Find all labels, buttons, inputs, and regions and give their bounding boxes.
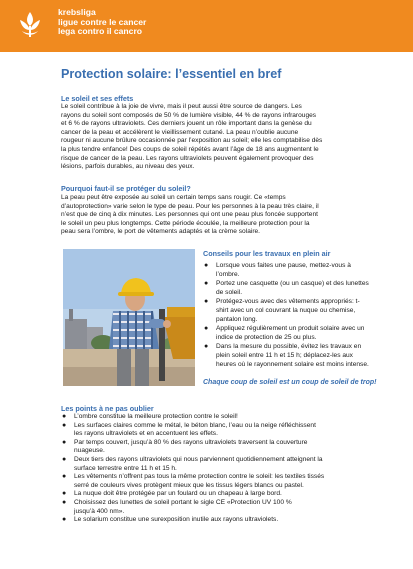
list-item-text: Deux tiers des rayons ultraviolets qui nous parviennent quotidiennement atteignent la <box>74 455 323 463</box>
bullet-icon: ● <box>204 280 209 288</box>
bullet-icon: ● <box>204 343 209 351</box>
list-item-text: Par temps couvert, jusqu’à 80 % des rayons ultraviolets traversent la couverture <box>74 438 308 446</box>
text-line: rougeur ni aucune brûlure occasionnée par l’exposition au soleil; elle les comptabilise dès <box>61 137 323 145</box>
list-item-text: jusqu’à 400 nm». <box>74 507 125 515</box>
bullet-icon: ● <box>62 473 67 481</box>
list-item <box>61 499 381 516</box>
list-item-text: Protégez-vous avec des vêtements appropriés: t- <box>216 298 360 306</box>
list-item-text: pantalon long. <box>216 315 258 323</box>
text-line: la plus tendre enfance! Des coups de soleil répétés avant l’âge de 18 ans augmentent le <box>61 145 319 153</box>
text-line: n’est que de cinq à dix minutes. Les personnes qui ont une peau plus foncée supportent <box>61 211 318 219</box>
section-text-effects <box>61 103 361 172</box>
worker-photo <box>63 249 195 386</box>
list-item <box>61 473 381 490</box>
bullet-icon: ● <box>62 498 67 506</box>
section-heading-points: Les points à ne pas oublier <box>61 404 154 413</box>
bullet-icon: ● <box>62 421 67 429</box>
list-item-text: Portez une casquette (ou un casque) et des lunettes <box>216 280 369 288</box>
list-item <box>61 490 381 499</box>
page-title: Protection solaire: l’essentiel en bref <box>61 67 282 81</box>
list-item <box>203 280 413 297</box>
bullet-icon: ● <box>204 325 209 333</box>
list-item-text: les rayons ultraviolets et en accentuent les effets. <box>74 430 218 438</box>
brand-line-de: krebsliga <box>58 7 96 17</box>
list-item-text: de soleil. <box>216 288 243 296</box>
brand-name <box>58 8 146 37</box>
list-item-text: Lorsque vous faites une pause, mettez-vous à <box>216 262 351 269</box>
brand-line-it: lega contro il cancro <box>58 26 143 37</box>
list-item <box>61 422 381 439</box>
section-heading-effects: Le soleil et ses effets <box>61 94 134 103</box>
list-item <box>61 516 381 525</box>
list-item-text: plein soleil entre 11 h et 15 h; déplacez-les aux <box>216 351 353 359</box>
text-line: peau sera l’ombre, le port de vêtements adaptés et la crème solaire. <box>61 228 261 236</box>
list-item-text: Les surfaces claires comme le métal, le béton blanc, l’eau ou la neige réfléchissent <box>74 421 316 429</box>
brand-line-fr: ligue contre le cancer <box>58 16 147 27</box>
list-item-text: indice de protection de 25 ou plus. <box>216 333 317 341</box>
bullet-icon: ● <box>204 298 209 306</box>
list-item <box>61 456 381 473</box>
bullet-icon: ● <box>204 262 209 269</box>
bullet-icon: ● <box>62 490 67 498</box>
list-item <box>203 262 413 279</box>
list-item-text: L’ombre constitue la meilleure protection contre le soleil! <box>74 413 238 420</box>
tips-list <box>203 262 413 370</box>
section-heading-why-protect: Pourquoi faut-il se protéger du soleil? <box>61 184 191 193</box>
bullet-icon: ● <box>62 438 67 446</box>
text-line: risque de cancer de la peau. Les rayons ultraviolets peuvent également provoquer des <box>61 154 314 162</box>
text-line: cancer de la peau et accélèrent le vieillissement cutané. La peau n’oublie aucune <box>61 128 299 136</box>
list-item-text: Choisissez des lunettes de soleil portant le sigle CE «Protection UV 100 % <box>74 498 292 506</box>
list-item-text: Dans la mesure du possible, évitez les travaux en <box>216 343 362 351</box>
list-item <box>61 413 381 422</box>
list-item-text: shirt avec un col couvrant la nuque ou chemise, <box>216 306 356 314</box>
list-item-text: surface terrestre entre 11 h et 15 h. <box>74 464 177 472</box>
list-item-text: Appliquez régulièrement un produit solaire avec un <box>216 325 365 333</box>
list-item <box>203 343 413 369</box>
tagline: Chaque coup de soleil est un coup de soleil de trop! <box>203 379 377 386</box>
text-line: rayons du soleil sont composés de 50 % de lumière visible, 44 % de rayons infrarouges <box>61 111 317 119</box>
list-item <box>203 298 413 324</box>
text-line: d’autoprotection» varie selon le type de peau. Pour les personnes à la peau très claire, il <box>61 202 319 210</box>
bullet-icon: ● <box>62 413 67 420</box>
list-item <box>203 325 413 342</box>
text-line: le soleil un peu plus longtemps. Cette période écoulée, la meilleure protection pour la <box>61 219 310 227</box>
text-line: La peau peut être exposée au soleil un certain temps sans rougir. Ce «temps <box>61 194 286 201</box>
list-item-text: l’ombre. <box>216 270 240 278</box>
text-line: Le soleil contribue à la joie de vivre, mais il peut aussi être source de dangers. Les <box>61 103 302 110</box>
list-item-text: serré de couleurs vives protègent mieux que les tissus légers blancs ou pastel. <box>74 481 304 489</box>
bullet-icon: ● <box>62 455 67 463</box>
list-item-text: Le solarium constitue une surexposition inutile aux rayons ultraviolets. <box>74 516 279 524</box>
points-list <box>61 413 381 525</box>
list-item-text: heures où le rayonnement solaire est moins intense. <box>216 360 369 368</box>
section-text-why-protect <box>61 194 361 237</box>
text-line: lésions, parfois durables, au niveau des yeux. <box>61 163 195 171</box>
krebsliga-logo-icon <box>16 9 44 41</box>
list-item-text: nuageuse. <box>74 447 105 455</box>
list-item-text: La nuque doit être protégée par un foulard ou un chapeau à large bord. <box>74 490 282 498</box>
list-item <box>61 439 381 456</box>
header-banner <box>0 0 413 52</box>
list-item-text: Les vêtements n’offrent pas tous la même protection contre le soleil: les textiles tissés <box>74 473 325 481</box>
tips-heading: Conseils pour les travaux en plein air <box>203 249 331 258</box>
text-line: et 6 % de rayons ultraviolets. Ces derniers jouent un rôle important dans la genèse du <box>61 120 312 128</box>
bullet-icon: ● <box>62 516 67 524</box>
